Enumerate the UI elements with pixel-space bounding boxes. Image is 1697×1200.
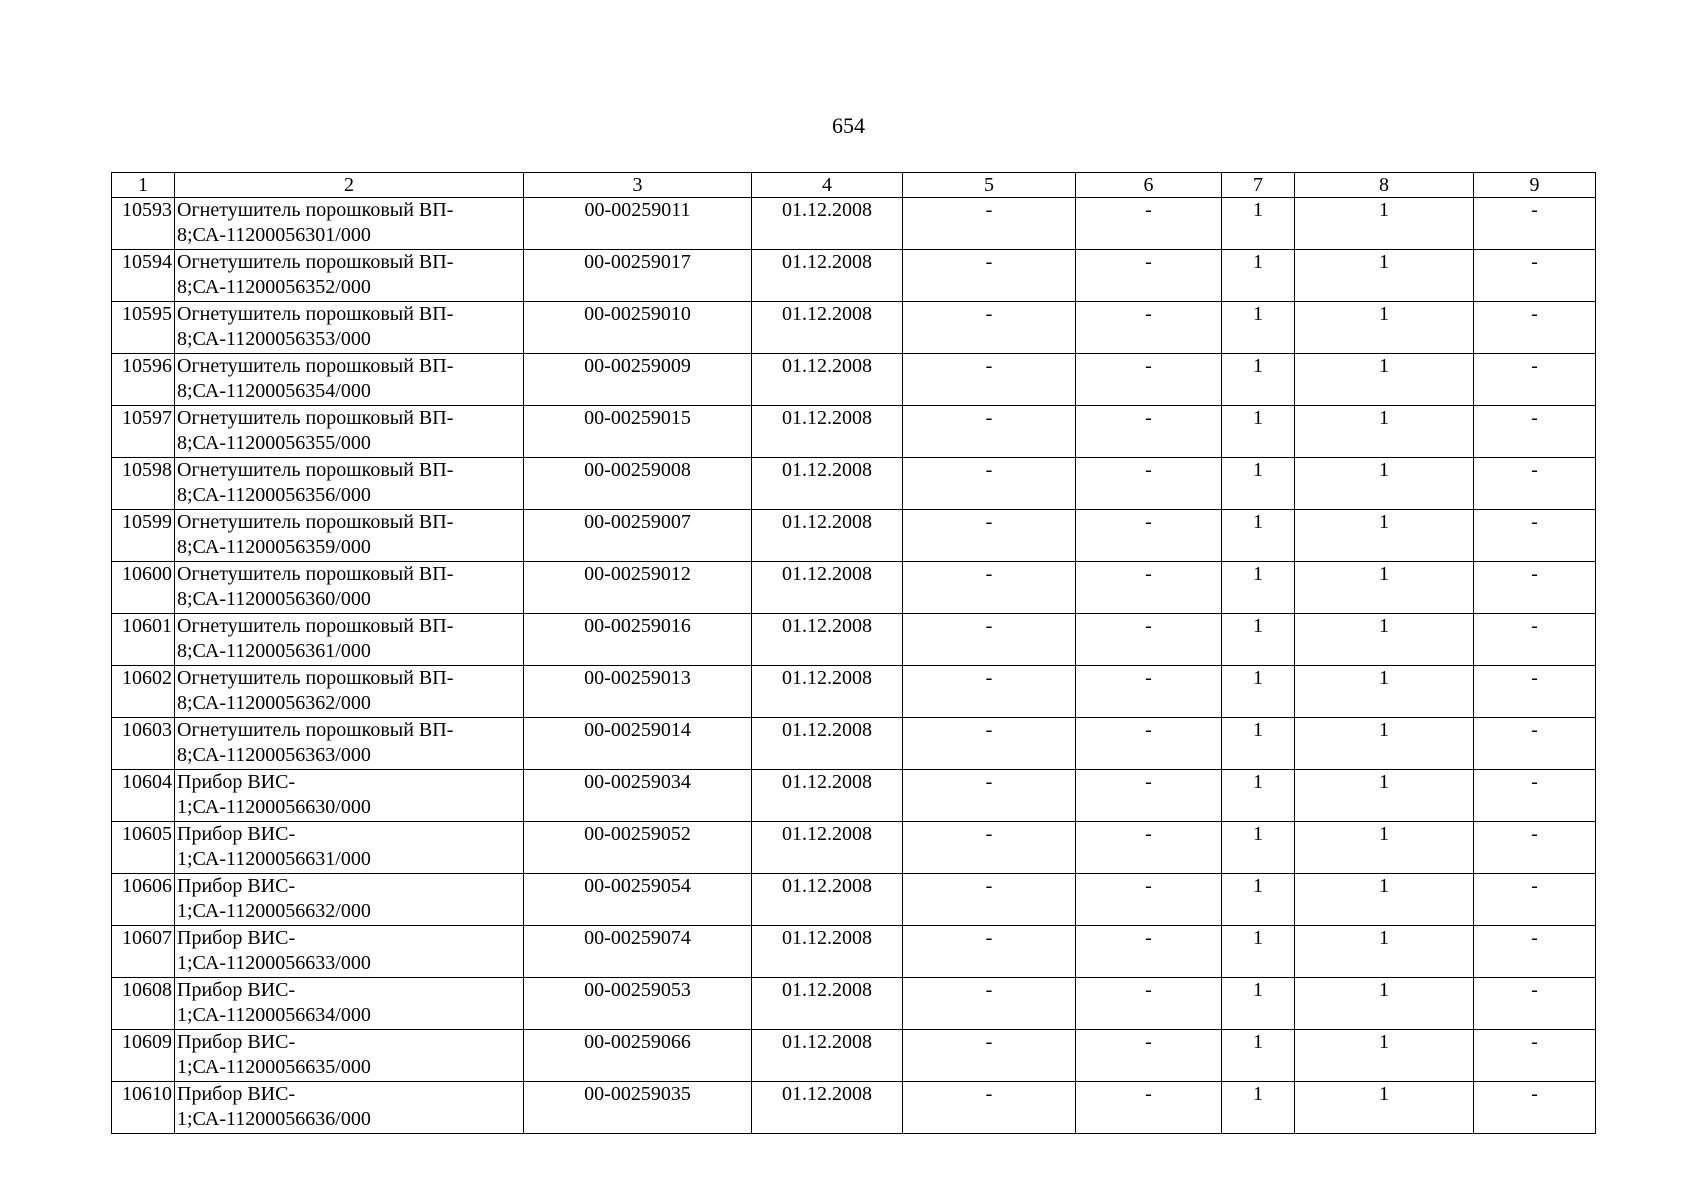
cell-col8: 1: [1295, 406, 1474, 458]
date-cell: 01.12.2008: [752, 458, 903, 510]
inventory-code: 00-00259074: [524, 926, 752, 978]
item-name-line1: Прибор ВИС-: [177, 1031, 296, 1053]
cell-col8: 1: [1295, 302, 1474, 354]
item-name-line2: 1;СА-11200056630/000: [177, 796, 371, 818]
date-cell: 01.12.2008: [752, 1082, 903, 1134]
row-number: 10602: [112, 666, 175, 718]
cell-col8: 1: [1295, 874, 1474, 926]
date-cell: 01.12.2008: [752, 770, 903, 822]
cell-col8: 1: [1295, 354, 1474, 406]
inventory-code: 00-00259066: [524, 1030, 752, 1082]
column-header: 2: [175, 173, 524, 198]
cell-col7: 1: [1222, 354, 1295, 406]
table-row: [112, 354, 1596, 406]
item-name-line1: Огнетушитель порошковый ВП-: [177, 199, 454, 221]
column-header: 9: [1474, 173, 1596, 198]
item-name: [175, 874, 524, 926]
item-name-line1: Прибор ВИС-: [177, 979, 296, 1001]
cell-col8: 1: [1295, 510, 1474, 562]
item-name-line1: Прибор ВИС-: [177, 927, 296, 949]
cell-col5: -: [903, 978, 1076, 1030]
cell-col8: 1: [1295, 770, 1474, 822]
cell-col8: 1: [1295, 1082, 1474, 1134]
row-number: 10599: [112, 510, 175, 562]
cell-col7: 1: [1222, 250, 1295, 302]
cell-col8: 1: [1295, 458, 1474, 510]
cell-col7: 1: [1222, 1030, 1295, 1082]
cell-col5: -: [903, 302, 1076, 354]
item-name: [175, 354, 524, 406]
register-table: [111, 172, 1596, 1134]
item-name-line2: 1;СА-11200056634/000: [177, 1004, 371, 1026]
cell-col7: 1: [1222, 198, 1295, 250]
cell-col8: 1: [1295, 614, 1474, 666]
table-row: [112, 926, 1596, 978]
table-row: [112, 302, 1596, 354]
item-name-line1: Огнетушитель порошковый ВП-: [177, 303, 454, 325]
item-name-line2: 8;СА-11200056362/000: [177, 692, 371, 714]
inventory-code: 00-00259016: [524, 614, 752, 666]
item-name: [175, 458, 524, 510]
item-name: [175, 978, 524, 1030]
cell-col6: -: [1076, 926, 1222, 978]
inventory-code: 00-00259014: [524, 718, 752, 770]
row-number: 10606: [112, 874, 175, 926]
cell-col6: -: [1076, 822, 1222, 874]
cell-col6: -: [1076, 198, 1222, 250]
item-name: [175, 770, 524, 822]
item-name-line2: 8;СА-11200056355/000: [177, 432, 371, 454]
cell-col7: 1: [1222, 770, 1295, 822]
column-header: 3: [524, 173, 752, 198]
row-number: 10600: [112, 562, 175, 614]
inventory-code: 00-00259008: [524, 458, 752, 510]
inventory-code: 00-00259011: [524, 198, 752, 250]
cell-col5: -: [903, 406, 1076, 458]
cell-col5: -: [903, 1082, 1076, 1134]
cell-col6: -: [1076, 354, 1222, 406]
cell-col7: 1: [1222, 1082, 1295, 1134]
item-name-line2: 8;СА-11200056352/000: [177, 276, 371, 298]
item-name: [175, 562, 524, 614]
cell-col5: -: [903, 666, 1076, 718]
cell-col9: -: [1474, 198, 1596, 250]
inventory-code: 00-00259013: [524, 666, 752, 718]
cell-col6: -: [1076, 510, 1222, 562]
cell-col9: -: [1474, 770, 1596, 822]
item-name-line2: 8;СА-11200056363/000: [177, 744, 371, 766]
row-number: 10595: [112, 302, 175, 354]
item-name-line1: Огнетушитель порошковый ВП-: [177, 563, 454, 585]
cell-col9: -: [1474, 354, 1596, 406]
item-name-line1: Огнетушитель порошковый ВП-: [177, 459, 454, 481]
date-cell: 01.12.2008: [752, 1030, 903, 1082]
cell-col7: 1: [1222, 666, 1295, 718]
row-number: 10598: [112, 458, 175, 510]
row-number: 10596: [112, 354, 175, 406]
date-cell: 01.12.2008: [752, 614, 903, 666]
cell-col8: 1: [1295, 666, 1474, 718]
row-number: 10603: [112, 718, 175, 770]
cell-col8: 1: [1295, 718, 1474, 770]
cell-col5: -: [903, 1030, 1076, 1082]
date-cell: 01.12.2008: [752, 562, 903, 614]
date-cell: 01.12.2008: [752, 978, 903, 1030]
row-number: 10609: [112, 1030, 175, 1082]
cell-col9: -: [1474, 666, 1596, 718]
inventory-code: 00-00259015: [524, 406, 752, 458]
cell-col5: -: [903, 250, 1076, 302]
cell-col5: -: [903, 770, 1076, 822]
cell-col7: 1: [1222, 302, 1295, 354]
page-number: 654: [832, 113, 865, 138]
inventory-code: 00-00259012: [524, 562, 752, 614]
cell-col9: -: [1474, 406, 1596, 458]
cell-col7: 1: [1222, 510, 1295, 562]
column-header: 6: [1076, 173, 1222, 198]
table-row: [112, 1082, 1596, 1134]
cell-col9: -: [1474, 562, 1596, 614]
cell-col7: 1: [1222, 978, 1295, 1030]
item-name-line1: Прибор ВИС-: [177, 771, 296, 793]
cell-col7: 1: [1222, 874, 1295, 926]
inventory-code: 00-00259052: [524, 822, 752, 874]
cell-col5: -: [903, 198, 1076, 250]
item-name: [175, 302, 524, 354]
column-header: 8: [1295, 173, 1474, 198]
cell-col7: 1: [1222, 614, 1295, 666]
cell-col6: -: [1076, 406, 1222, 458]
item-name-line1: Огнетушитель порошковый ВП-: [177, 667, 454, 689]
date-cell: 01.12.2008: [752, 302, 903, 354]
table-row: [112, 666, 1596, 718]
cell-col6: -: [1076, 978, 1222, 1030]
cell-col9: -: [1474, 874, 1596, 926]
cell-col6: -: [1076, 458, 1222, 510]
item-name-line2: 8;СА-11200056361/000: [177, 640, 371, 662]
column-header: 7: [1222, 173, 1295, 198]
item-name-line2: 1;СА-11200056633/000: [177, 952, 371, 974]
date-cell: 01.12.2008: [752, 406, 903, 458]
table-row: [112, 770, 1596, 822]
cell-col7: 1: [1222, 822, 1295, 874]
inventory-code: 00-00259009: [524, 354, 752, 406]
date-cell: 01.12.2008: [752, 666, 903, 718]
cell-col9: -: [1474, 302, 1596, 354]
table-row: [112, 562, 1596, 614]
date-cell: 01.12.2008: [752, 822, 903, 874]
cell-col8: 1: [1295, 1030, 1474, 1082]
cell-col7: 1: [1222, 562, 1295, 614]
cell-col9: -: [1474, 250, 1596, 302]
date-cell: 01.12.2008: [752, 926, 903, 978]
cell-col7: 1: [1222, 458, 1295, 510]
item-name-line1: Огнетушитель порошковый ВП-: [177, 615, 454, 637]
table-row: [112, 1030, 1596, 1082]
cell-col7: 1: [1222, 406, 1295, 458]
item-name: [175, 406, 524, 458]
row-number: 10594: [112, 250, 175, 302]
cell-col5: -: [903, 562, 1076, 614]
inventory-code: 00-00259034: [524, 770, 752, 822]
cell-col5: -: [903, 926, 1076, 978]
item-name-line2: 1;СА-11200056631/000: [177, 848, 371, 870]
item-name-line1: Огнетушитель порошковый ВП-: [177, 251, 454, 273]
cell-col9: -: [1474, 614, 1596, 666]
cell-col6: -: [1076, 1082, 1222, 1134]
cell-col6: -: [1076, 666, 1222, 718]
item-name-line1: Прибор ВИС-: [177, 875, 296, 897]
item-name-line2: 1;СА-11200056636/000: [177, 1108, 371, 1130]
row-number: 10604: [112, 770, 175, 822]
cell-col6: -: [1076, 718, 1222, 770]
item-name: [175, 510, 524, 562]
cell-col9: -: [1474, 926, 1596, 978]
date-cell: 01.12.2008: [752, 718, 903, 770]
item-name-line1: Прибор ВИС-: [177, 823, 296, 845]
table-row: [112, 718, 1596, 770]
item-name-line2: 8;СА-11200056359/000: [177, 536, 371, 558]
date-cell: 01.12.2008: [752, 198, 903, 250]
cell-col7: 1: [1222, 926, 1295, 978]
inventory-code: 00-00259017: [524, 250, 752, 302]
item-name: [175, 926, 524, 978]
cell-col9: -: [1474, 1082, 1596, 1134]
cell-col5: -: [903, 614, 1076, 666]
header-row: [112, 173, 1596, 198]
inventory-code: 00-00259053: [524, 978, 752, 1030]
item-name-line1: Огнетушитель порошковый ВП-: [177, 355, 454, 377]
inventory-code: 00-00259054: [524, 874, 752, 926]
item-name: [175, 822, 524, 874]
row-number: 10605: [112, 822, 175, 874]
inventory-code: 00-00259010: [524, 302, 752, 354]
table-row: [112, 250, 1596, 302]
item-name-line2: 8;СА-11200056360/000: [177, 588, 371, 610]
cell-col5: -: [903, 458, 1076, 510]
cell-col5: -: [903, 874, 1076, 926]
table-row: [112, 614, 1596, 666]
cell-col8: 1: [1295, 978, 1474, 1030]
row-number: 10601: [112, 614, 175, 666]
column-header: 1: [112, 173, 175, 198]
cell-col6: -: [1076, 302, 1222, 354]
column-header: 5: [903, 173, 1076, 198]
cell-col8: 1: [1295, 250, 1474, 302]
cell-col6: -: [1076, 874, 1222, 926]
cell-col6: -: [1076, 562, 1222, 614]
cell-col9: -: [1474, 718, 1596, 770]
cell-col5: -: [903, 510, 1076, 562]
cell-col8: 1: [1295, 198, 1474, 250]
item-name: [175, 614, 524, 666]
row-number: 10593: [112, 198, 175, 250]
cell-col8: 1: [1295, 562, 1474, 614]
item-name: [175, 1030, 524, 1082]
date-cell: 01.12.2008: [752, 510, 903, 562]
row-number: 10608: [112, 978, 175, 1030]
item-name: [175, 666, 524, 718]
cell-col5: -: [903, 718, 1076, 770]
item-name-line2: 1;СА-11200056635/000: [177, 1056, 371, 1078]
cell-col6: -: [1076, 1030, 1222, 1082]
cell-col6: -: [1076, 614, 1222, 666]
table-row: [112, 510, 1596, 562]
item-name-line1: Огнетушитель порошковый ВП-: [177, 511, 454, 533]
row-number: 10607: [112, 926, 175, 978]
cell-col9: -: [1474, 822, 1596, 874]
item-name-line2: 1;СА-11200056632/000: [177, 900, 371, 922]
date-cell: 01.12.2008: [752, 250, 903, 302]
item-name: [175, 1082, 524, 1134]
item-name-line1: Прибор ВИС-: [177, 1083, 296, 1105]
table-body: [112, 198, 1596, 1134]
item-name-line1: Огнетушитель порошковый ВП-: [177, 407, 454, 429]
item-name: [175, 250, 524, 302]
item-name-line2: 8;СА-11200056353/000: [177, 328, 371, 350]
item-name-line2: 8;СА-11200056356/000: [177, 484, 371, 506]
item-name-line2: 8;СА-11200056354/000: [177, 380, 371, 402]
date-cell: 01.12.2008: [752, 354, 903, 406]
item-name: [175, 718, 524, 770]
row-number: 10610: [112, 1082, 175, 1134]
date-cell: 01.12.2008: [752, 874, 903, 926]
cell-col8: 1: [1295, 822, 1474, 874]
table-row: [112, 406, 1596, 458]
cell-col9: -: [1474, 510, 1596, 562]
cell-col5: -: [903, 822, 1076, 874]
item-name-line1: Огнетушитель порошковый ВП-: [177, 719, 454, 741]
cell-col9: -: [1474, 978, 1596, 1030]
row-number: 10597: [112, 406, 175, 458]
table-row: [112, 822, 1596, 874]
cell-col5: -: [903, 354, 1076, 406]
table-row: [112, 198, 1596, 250]
table-row: [112, 874, 1596, 926]
cell-col7: 1: [1222, 718, 1295, 770]
inventory-code: 00-00259035: [524, 1082, 752, 1134]
inventory-code: 00-00259007: [524, 510, 752, 562]
item-name: [175, 198, 524, 250]
cell-col8: 1: [1295, 926, 1474, 978]
column-header: 4: [752, 173, 903, 198]
item-name-line2: 8;СА-11200056301/000: [177, 224, 371, 246]
cell-col9: -: [1474, 458, 1596, 510]
cell-col6: -: [1076, 770, 1222, 822]
table-row: [112, 978, 1596, 1030]
cell-col6: -: [1076, 250, 1222, 302]
cell-col9: -: [1474, 1030, 1596, 1082]
table-row: [112, 458, 1596, 510]
